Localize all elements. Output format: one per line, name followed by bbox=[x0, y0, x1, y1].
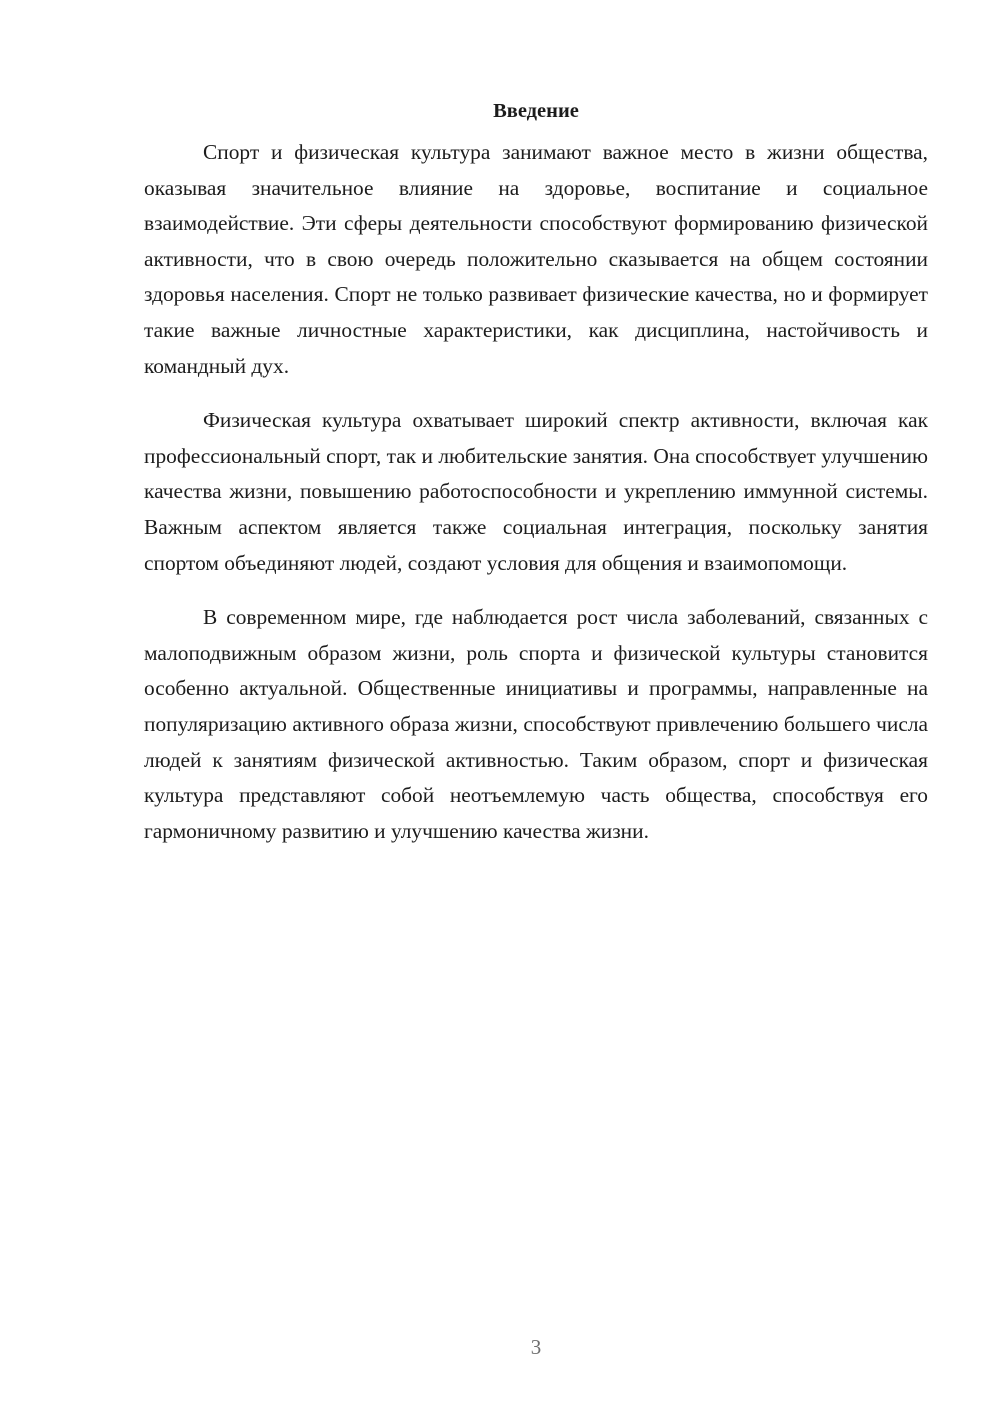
paragraph-1: Спорт и физическая культура занимают важное место в жизни общества, оказывая значительное влияние на здоровье, воспитание и социальное взаимодействие. Эти сферы деятельности способствуют формированию физической активности, что в свою очередь положительно сказывается на общем состоянии здоровья населения. Спорт не только развивает физические качества, но и формирует такие важные личностные характеристики, как дисциплина, настойчивость и командный дух. bbox=[144, 140, 928, 378]
paragraph-2: Физическая культура охватывает широкий спектр активности, включая как профессиональный спорт, так и любительские занятия. Она способствует улучшению качества жизни, повышению работоспособности и укреплению иммунной системы. Важным аспектом является также социальная интеграция, поскольку занятия спортом объединяют людей, создают условия для общения и взаимопомощи. bbox=[144, 408, 928, 575]
paragraph-3: В современном мире, где наблюдается рост числа заболеваний, связанных с малоподвижным образом жизни, роль спорта и физической культуры становится особенно актуальной. Общественные инициативы и программы, направленные на популяризацию активного образа жизни, способствуют привлечению большего числа людей к занятиям физической активностью. Таким образом, спорт и физическая культура представляют собой неотъемлемую часть общества, способствуя его гармоничному развитию и улучшению качества жизни. bbox=[144, 605, 928, 843]
page-number: 3 bbox=[530, 1335, 542, 1359]
page-title: Введение bbox=[493, 100, 579, 122]
page-content bbox=[144, 96, 928, 868]
